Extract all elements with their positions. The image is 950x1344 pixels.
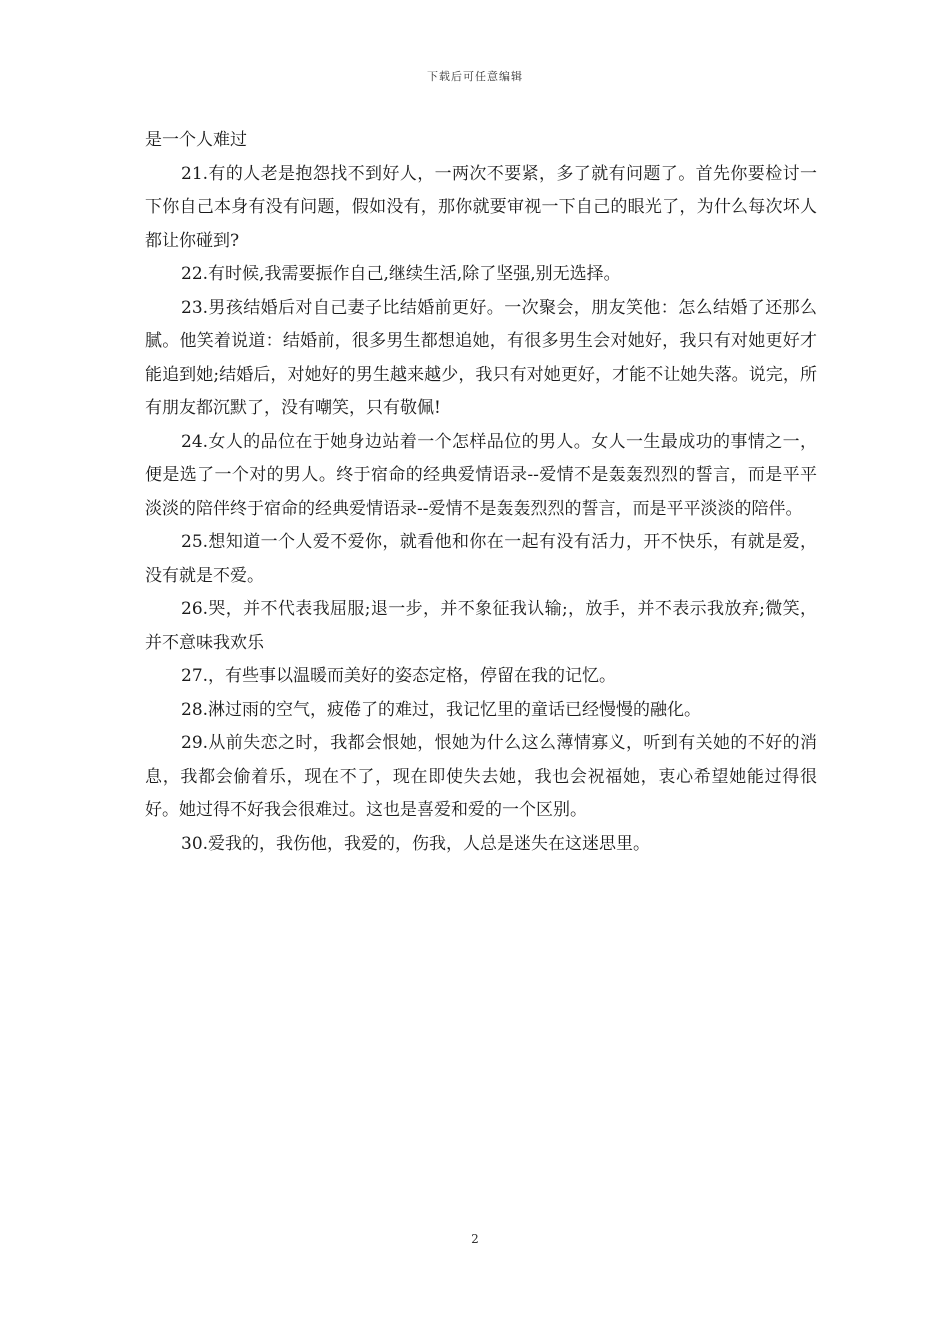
paragraph-27: 27.，有些事以温暖而美好的姿态定格，停留在我的记忆。 — [181, 666, 617, 686]
page-number: 2 — [471, 1232, 479, 1246]
paragraph-21: 21.有的人老是抱怨找不到好人，一两次不要紧，多了就有问题了。首先你要检讨一下你自己本身有没有问题，假如没有，那你就要审视一下自己的眼光了，为什么每次坏人都让你碰到? — [145, 163, 817, 251]
paragraph-23: 23.男孩结婚后对自己妻子比结婚前更好。一次聚会，朋友笑他：怎么结婚了还那么腻。他笑着说道：结婚前，很多男生都想追她，有很多男生会对她好，我只有对她更好才能追到她;结婚后，对她好的男生越来越少，我只有对她更好，才能不让她失落。说完，所有朋友都沉默了，没有嘲笑，只有敬佩! — [145, 297, 817, 418]
paragraph-24: 24.女人的品位在于她身边站着一个怎样品位的男人。女人一生最成功的事情之一，便是选了一个对的男人。终于宿命的经典爱情语录--爱情不是轰轰烈烈的誓言，而是平平淡淡的陪伴终于宿命的经典爱情语录--爱情不是轰轰烈烈的誓言，而是平平淡淡的陪伴。 — [145, 431, 817, 519]
page-header: 下载后可任意编辑 — [427, 70, 523, 83]
paragraph-25: 25.想知道一个人爱不爱你，就看他和你在一起有没有活力，开不快乐，有就是爱，没有就是不爱。 — [145, 532, 817, 586]
paragraph-30: 30.爱我的，我伤他，我爱的，伤我，人总是迷失在这迷思里。 — [181, 833, 651, 854]
document-body — [145, 124, 817, 861]
paragraph-29: 29.从前失恋之时，我都会恨她，恨她为什么这么薄情寡义，听到有关她的不好的消息，我都会偷着乐，现在不了，现在即使失去她，我也会祝福她，衷心希望她能过得很好。她过得不好我会很难过。这也是喜爱和爱的一个区别。 — [145, 733, 817, 820]
paragraph-22: 22.有时候,我需要振作自己,继续生活,除了坚强,别无选择。 — [181, 264, 621, 284]
paragraph-28: 28.淋过雨的空气，疲倦了的难过，我记忆里的童话已经慢慢的融化。 — [181, 699, 702, 720]
paragraph-continuation: 是一个人难过 — [145, 130, 247, 150]
paragraph-26: 26.哭，并不代表我屈服;退一步，并不象征我认输;，放手，并不表示我放弃;微笑，并不意味我欢乐 — [145, 599, 817, 653]
